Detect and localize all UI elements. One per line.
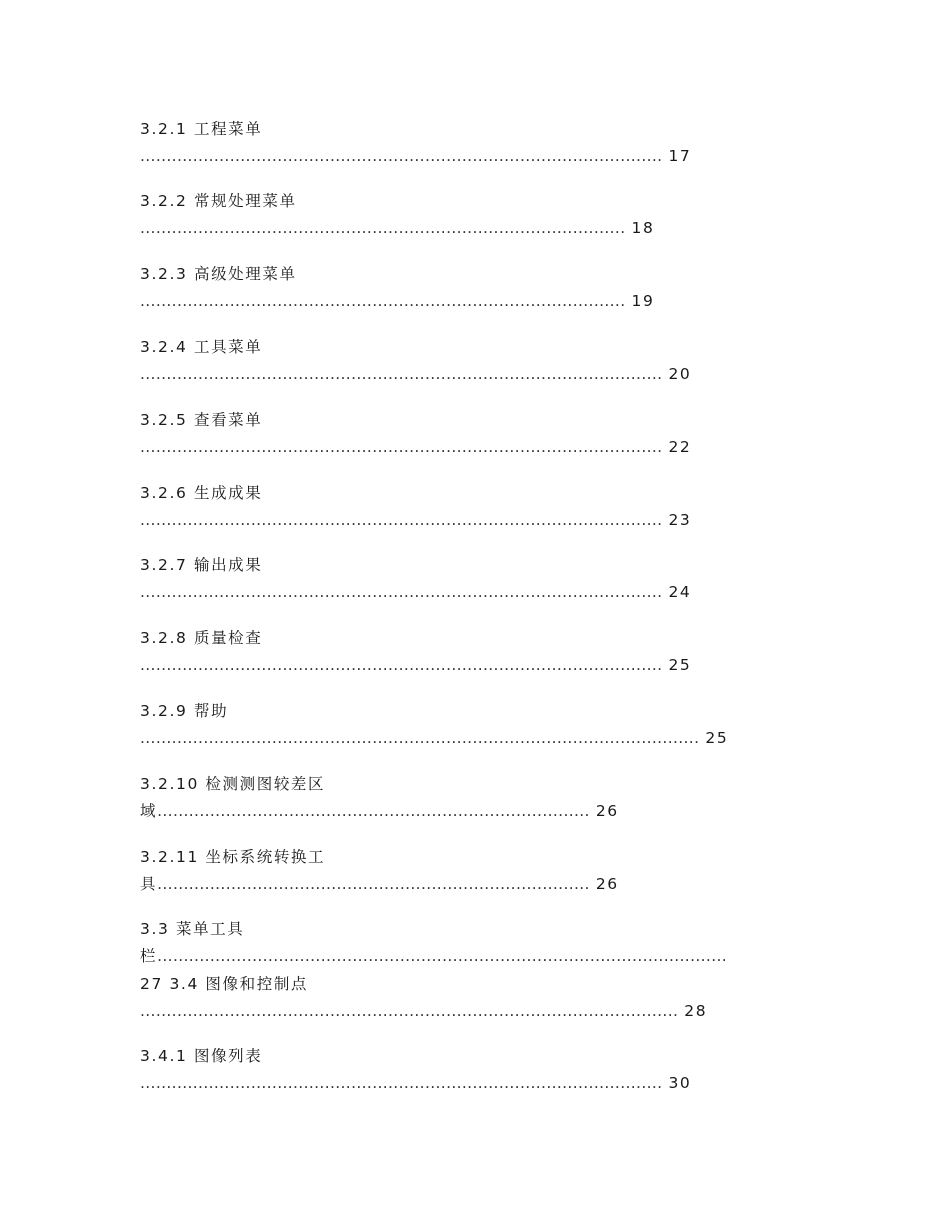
toc-heading: 3.2.4 工具菜单 — [140, 338, 263, 356]
leader-dots: .......................................................................................................... — [140, 729, 700, 747]
toc-leader-line — [140, 582, 691, 602]
leader-dots: ................................................................................................... — [140, 438, 663, 456]
page-number: 26 — [595, 802, 619, 820]
toc-heading: 27 3.4 图像和控制点 — [140, 975, 309, 993]
toc-leader-line — [140, 801, 619, 821]
leader-dots: ................................................................................................... — [140, 1074, 663, 1092]
page-number: 24 — [668, 583, 692, 601]
toc-heading: 3.2.3 高级处理菜单 — [140, 265, 297, 283]
toc-leader-line — [140, 655, 691, 675]
leader-dots: ................................................................................................... — [140, 511, 663, 529]
toc-leader-line — [140, 728, 728, 748]
page-number: 25 — [705, 729, 729, 747]
heading-continuation: 域 — [140, 802, 158, 820]
toc-heading: 3.2.9 帮助 — [140, 702, 229, 720]
toc-leader-line — [140, 364, 691, 384]
toc-heading: 3.2.8 质量检查 — [140, 629, 263, 647]
toc-heading: 3.2.1 工程菜单 — [140, 120, 263, 138]
leader-dots: .................................................................................. — [157, 802, 590, 820]
leader-dots: ............................................................................................................ — [157, 947, 728, 965]
toc-heading: 3.4.1 图像列表 — [140, 1047, 263, 1065]
page-number: 22 — [668, 438, 692, 456]
page-number: 26 — [595, 875, 619, 893]
toc-heading: 3.2.6 生成成果 — [140, 484, 263, 502]
page-number: 18 — [631, 219, 655, 237]
toc-leader-line — [140, 218, 654, 238]
toc-leader-line — [140, 874, 619, 894]
page-number: 20 — [668, 365, 692, 383]
toc-leader-line — [140, 146, 691, 166]
page-number: 28 — [684, 1002, 708, 1020]
leader-dots: ............................................................................................ — [140, 219, 626, 237]
toc-heading: 3.2.11 坐标系统转换工 — [140, 848, 326, 866]
leader-dots: ................................................................................................... — [140, 656, 663, 674]
leader-dots: .................................................................................. — [157, 875, 590, 893]
toc-heading: 3.2.2 常规处理菜单 — [140, 192, 297, 210]
heading-continuation: 栏 — [140, 947, 158, 965]
leader-dots: ................................................................................................... — [140, 583, 663, 601]
page-number: 25 — [668, 656, 692, 674]
toc-leader-line — [140, 510, 691, 530]
leader-dots: ............................................................................................ — [140, 292, 626, 310]
toc-heading: 3.2.7 输出成果 — [140, 556, 263, 574]
toc-heading: 3.3 菜单工具 — [140, 920, 245, 938]
toc-heading: 3.2.5 查看菜单 — [140, 411, 263, 429]
toc-leader-line — [140, 1001, 707, 1021]
toc-leader-line — [140, 1073, 691, 1093]
page-number: 30 — [668, 1074, 692, 1092]
leader-dots: ................................................................................................... — [140, 365, 663, 383]
toc-leader-line — [140, 437, 691, 457]
page-number: 19 — [631, 292, 655, 310]
leader-dots: ...................................................................................................... — [140, 1002, 679, 1020]
page-number: 23 — [668, 511, 692, 529]
page-number: 17 — [668, 147, 692, 165]
heading-continuation: 具 — [140, 875, 158, 893]
toc-leader-line — [140, 291, 654, 311]
toc-leader-line — [140, 946, 727, 966]
toc-heading: 3.2.10 检测测图较差区 — [140, 775, 326, 793]
leader-dots: ................................................................................................... — [140, 147, 663, 165]
